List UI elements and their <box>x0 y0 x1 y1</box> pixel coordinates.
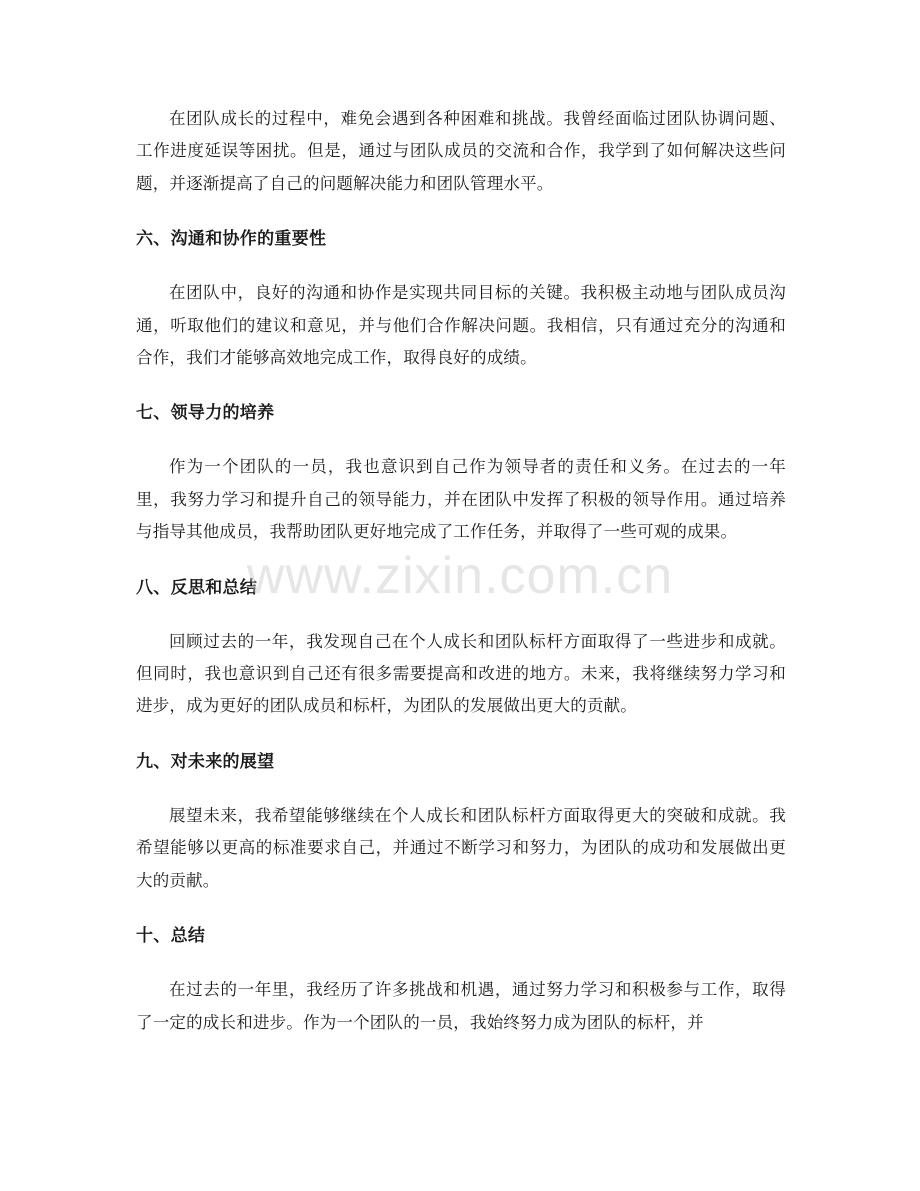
section-paragraph-summary: 在过去的一年里，我经历了许多挑战和机遇，通过努力学习和积极参与工作，取得了一定的成长和进步。作为一个团队的一员，我始终努力成为团队的标杆，并 <box>136 980 786 1032</box>
section-paragraph-reflection: 回顾过去的一年，我发现自己在个人成长和团队标杆方面取得了一些进步和成就。但同时，我也意识到自己还有很多需要提高和改进的地方。未来，我将继续努力学习和进步，成为更好的团队成员和标杆，为团队的发展做出更大的贡献。 <box>136 631 786 716</box>
section-heading-reflection: 八、反思和总结 <box>136 577 258 598</box>
section-paragraph-leadership: 作为一个团队的一员，我也意识到自己作为领导者的责任和义务。在过去的一年里，我努力学习和提升自己的领导能力，并在团队中发挥了积极的领导作用。通过培养与指导其他成员，我帮助团队更好地完成了工作任务，并取得了一些可观的成果。 <box>136 457 786 542</box>
section-heading-summary: 十、总结 <box>136 926 206 947</box>
section-heading-leadership: 七、领导力的培养 <box>136 403 275 424</box>
intro-paragraph: 在团队成长的过程中，难免会遇到各种困难和挑战。我曾经面临过团队协调问题、工作进度延误等困扰。但是，通过与团队成员的交流和合作，我学到了如何解决这些问题，并逐渐提高了自己的问题解决能力和团队管理水平。 <box>136 109 786 193</box>
section-heading-communication: 六、沟通和协作的重要性 <box>136 229 327 250</box>
watermark: www.zixin.com.cn <box>246 547 674 605</box>
section-paragraph-communication: 在团队中，良好的沟通和协作是实现共同目标的关键。我积极主动地与团队成员沟通，听取他们的建议和意见，并与他们合作解决问题。我相信，只有通过充分的沟通和合作，我们才能够高效地完成工作，取得良好的成绩。 <box>136 283 786 368</box>
section-paragraph-outlook: 展望未来，我希望能够继续在个人成长和团队标杆方面取得更大的突破和成就。我希望能够以更高的标准要求自己，并通过不断学习和努力，为团队的成功和发展做出更大的贡献。 <box>136 805 786 890</box>
section-heading-outlook: 九、对未来的展望 <box>136 751 275 772</box>
